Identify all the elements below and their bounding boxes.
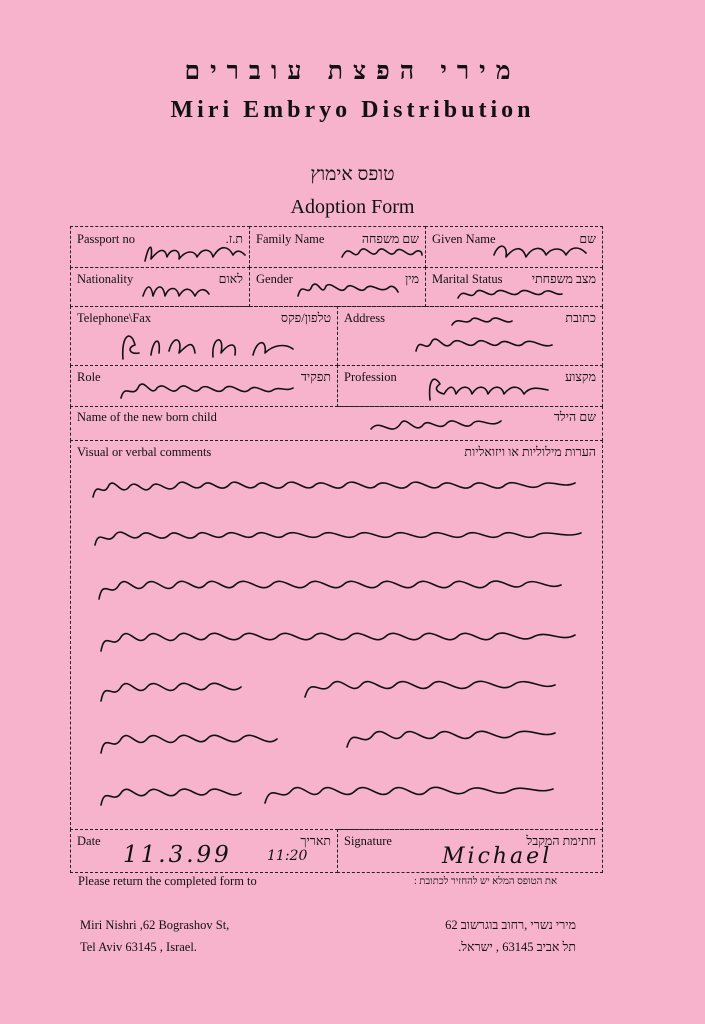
telephone-cell[interactable] bbox=[70, 306, 338, 366]
hebrew-form-title: טופס אימוץ bbox=[310, 164, 395, 185]
marital-status-cell[interactable] bbox=[425, 267, 603, 307]
passport-label-he: ת.ז. bbox=[225, 232, 243, 246]
comments-label: Visual or verbal comments bbox=[77, 445, 212, 459]
comments-scribble bbox=[85, 465, 595, 825]
role-cell[interactable] bbox=[70, 365, 338, 407]
hebrew-title: מירי הפצת עוברים bbox=[184, 58, 521, 85]
family-name-label-he: שם משפחה bbox=[361, 232, 419, 246]
english-title: Miri Embryo Distribution bbox=[170, 97, 535, 123]
date-label: Date bbox=[77, 834, 101, 848]
telephone-scribble bbox=[117, 325, 307, 365]
child-name-scribble bbox=[367, 409, 507, 441]
given-name-cell[interactable] bbox=[425, 226, 603, 268]
passport-cell[interactable] bbox=[70, 226, 250, 268]
return-instruction-en: Please return the completed form to bbox=[78, 874, 257, 888]
role-scribble bbox=[117, 372, 297, 406]
return-instruction-he: את הטופס המלא יש להחזיר לכתובת : bbox=[413, 876, 557, 887]
date-value: 11.3.99 bbox=[123, 842, 232, 868]
role-label: Role bbox=[77, 370, 101, 384]
address-label: Address bbox=[344, 311, 385, 325]
address-label-he: כתובת bbox=[565, 311, 596, 325]
address-en-line2: Tel Aviv 63145 , Israel. bbox=[80, 940, 197, 954]
role-label-he: תפקיד bbox=[300, 370, 331, 384]
family-name-label: Family Name bbox=[256, 232, 325, 246]
address-cell[interactable] bbox=[337, 306, 603, 366]
given-name-label-he: שם bbox=[579, 232, 596, 246]
passport-label: Passport no bbox=[77, 232, 135, 246]
family-name-scribble bbox=[340, 237, 424, 267]
profession-cell[interactable] bbox=[337, 365, 603, 407]
profession-label-he: מקצוע bbox=[565, 370, 596, 384]
telephone-label: Telephone\Fax bbox=[77, 311, 152, 325]
gender-label-he: מין bbox=[405, 272, 419, 286]
passport-scribble bbox=[141, 239, 251, 267]
signature-label: Signature bbox=[344, 834, 392, 848]
gender-label: Gender bbox=[256, 272, 293, 286]
signature-label-he: חתימת המקבל bbox=[526, 834, 596, 848]
nationality-scribble bbox=[141, 276, 211, 304]
telephone-label-he: טלפון/פקס bbox=[280, 311, 331, 325]
nationality-cell[interactable] bbox=[70, 267, 250, 307]
address-he-line1: מירי נשרי ,רחוב בוגרשוב 62 bbox=[445, 918, 576, 932]
marital-status-label-he: מצב משפחתי bbox=[531, 272, 596, 286]
date-label-he: תאריך bbox=[300, 834, 331, 848]
english-form-title: Adoption Form bbox=[290, 196, 415, 218]
nationality-label-he: לאום bbox=[218, 272, 243, 286]
child-name-label: Name of the new born child bbox=[77, 410, 217, 424]
gender-cell[interactable] bbox=[249, 267, 426, 307]
given-name-scribble bbox=[492, 237, 588, 267]
signature-value: Michael bbox=[442, 844, 553, 869]
gender-scribble bbox=[296, 274, 400, 304]
profession-scribble bbox=[424, 370, 554, 404]
comments-cell[interactable] bbox=[70, 440, 603, 830]
signature-cell[interactable] bbox=[337, 829, 603, 873]
date-cell[interactable] bbox=[70, 829, 338, 873]
comments-label-he: הערות מילוליות או ויזואליות bbox=[464, 445, 596, 459]
address-he-line2: תל אביב 63145 , ישראל. bbox=[458, 940, 576, 954]
address-scribble bbox=[412, 311, 562, 363]
nationality-label: Nationality bbox=[77, 272, 134, 286]
time-value: 11:20 bbox=[267, 848, 308, 864]
child-name-cell[interactable] bbox=[70, 406, 603, 441]
given-name-label: Given Name bbox=[432, 232, 496, 246]
marital-status-scribble bbox=[456, 282, 566, 306]
address-en-line1: Miri Nishri ,62 Bograshov St, bbox=[80, 918, 230, 932]
profession-label: Profession bbox=[344, 370, 397, 384]
child-name-label-he: שם הילד bbox=[553, 410, 596, 424]
family-name-cell[interactable] bbox=[249, 226, 426, 268]
marital-status-label: Marital Status bbox=[432, 272, 503, 286]
